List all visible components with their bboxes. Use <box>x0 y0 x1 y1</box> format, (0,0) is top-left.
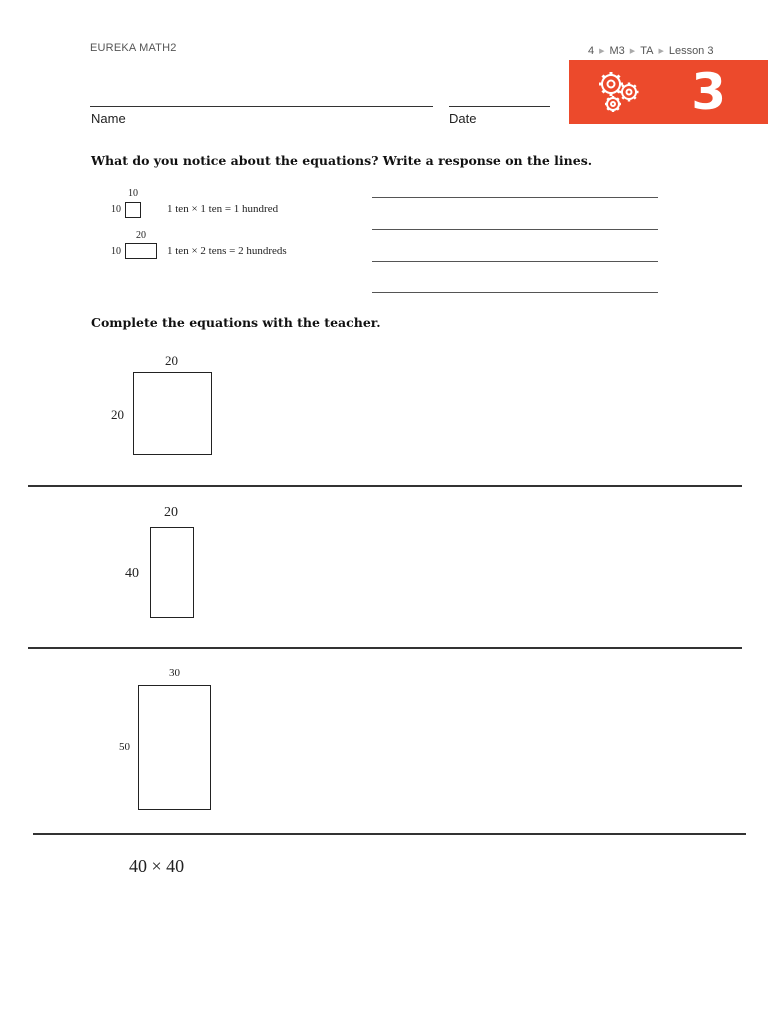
section-divider <box>33 833 746 835</box>
lesson-badge <box>569 60 768 124</box>
final-expression: 40 × 40 <box>129 856 185 876</box>
lesson-number: 3 <box>691 63 726 121</box>
breadcrumb-module: M3 <box>609 45 625 57</box>
breadcrumb-topic: TA <box>640 45 654 57</box>
example-2-side-label: 10 <box>111 246 121 257</box>
problem-3-top-label: 30 <box>169 667 180 679</box>
response-line[interactable] <box>372 229 658 230</box>
breadcrumb-lesson: Lesson 3 <box>668 45 714 57</box>
breadcrumb <box>588 45 713 57</box>
problem-1-area-model <box>133 372 212 455</box>
example-1-side-label: 10 <box>111 204 121 215</box>
problem-2-side-label: 40 <box>125 566 139 581</box>
response-line[interactable] <box>372 261 658 262</box>
brand-label: EUREKA MATH2 <box>90 42 177 54</box>
response-line[interactable] <box>372 292 658 293</box>
problem-1-side-label: 20 <box>111 407 124 422</box>
breadcrumb-separator-icon: ▶ <box>629 48 636 55</box>
example-2-area-model <box>125 243 157 259</box>
response-line[interactable] <box>372 197 658 198</box>
example-1-top-label: 10 <box>128 188 138 199</box>
problem-3-side-label: 50 <box>119 741 130 753</box>
example-1-area-model <box>125 202 141 218</box>
example-2-top-label: 20 <box>136 230 146 241</box>
date-line[interactable] <box>449 106 550 107</box>
notice-heading: What do you notice about the equations? Write a response on the lines. <box>91 153 593 168</box>
date-label: Date <box>449 111 477 126</box>
name-line[interactable] <box>90 106 433 107</box>
name-label: Name <box>91 111 126 126</box>
gears-icon <box>589 64 659 120</box>
problem-3-area-model <box>138 685 211 810</box>
breadcrumb-separator-icon: ▶ <box>658 48 664 55</box>
problem-2-top-label: 20 <box>164 505 178 520</box>
breadcrumb-separator-icon: ▶ <box>599 48 605 55</box>
section-divider <box>28 647 742 649</box>
problem-1-top-label: 20 <box>165 353 178 368</box>
example-1-equation: 1 ten × 1 ten = 1 hundred <box>167 203 279 215</box>
section-divider <box>28 485 742 487</box>
breadcrumb-grade: 4 <box>588 45 595 57</box>
example-2-equation: 1 ten × 2 tens = 2 hundreds <box>167 245 287 257</box>
problem-2-area-model <box>150 527 194 618</box>
complete-heading: Complete the equations with the teacher. <box>91 315 381 330</box>
